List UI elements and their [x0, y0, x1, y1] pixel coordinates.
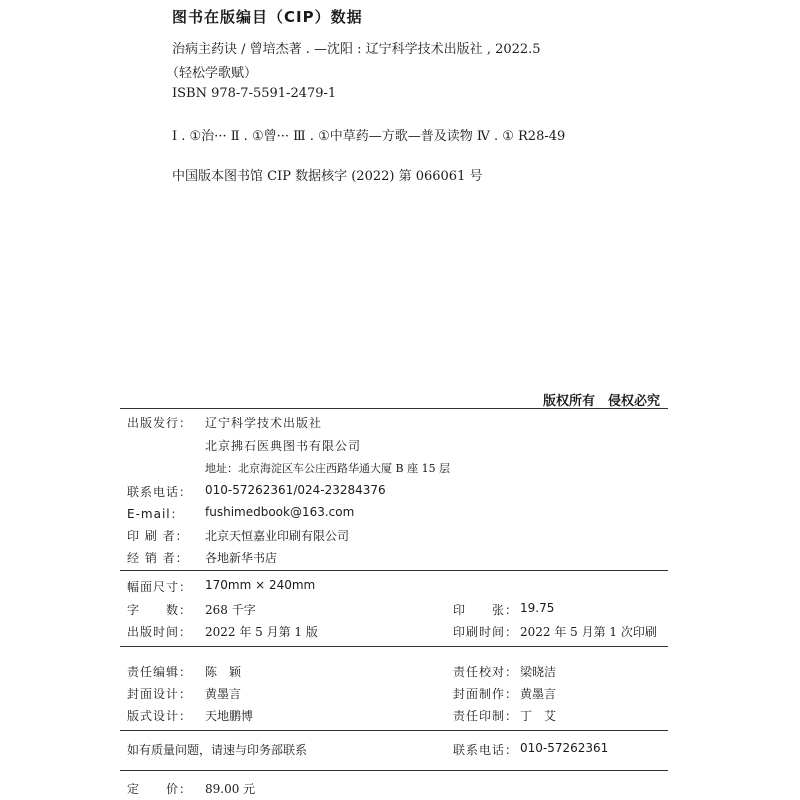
cip-heading: 图书在版编目（CIP）数据 — [172, 8, 363, 26]
cover-design-label: 封面设计： — [127, 687, 193, 701]
editor-name: 陈 颖 — [205, 665, 242, 679]
cover-designer-name: 黄墨言 — [205, 687, 242, 701]
cip-series: （轻松学歌赋） — [166, 66, 258, 81]
divider — [120, 730, 668, 731]
cip-record-number: 中国版本图书馆 CIP 数据核字 (2022) 第 066061 号 — [172, 169, 483, 184]
email-label: E-mail： — [127, 507, 184, 521]
price-value: 89.00 元 — [205, 782, 256, 796]
distributor-label: 经 销 者： — [127, 551, 189, 565]
cip-classification: Ⅰ . ①治··· Ⅱ . ①曾··· Ⅲ . ①中草药—方歌—普及读物 Ⅳ . ① R28-49 — [172, 129, 566, 144]
publisher-label: 出版发行： — [127, 416, 193, 430]
words-label: 字 数： — [127, 603, 193, 617]
price-label: 定 价： — [127, 782, 193, 796]
cip-isbn: ISBN 978-7-5591-2479-1 — [172, 86, 337, 101]
quality-notice: 如有质量问题，请速与印务部联系 — [127, 743, 308, 757]
co-publisher-name: 北京拂石医典图书有限公司 — [205, 439, 362, 453]
copyright-notice: 版权所有 侵权必究 — [542, 394, 660, 409]
divider — [120, 770, 668, 771]
proofreader-name: 梁晓洁 — [520, 665, 557, 679]
layout-designer-name: 天地鹏博 — [205, 709, 254, 723]
publisher-name: 辽宁科学技术出版社 — [205, 416, 323, 430]
publisher-address: 地址：北京海淀区车公庄西路华通大厦 B 座 15 层 — [205, 462, 451, 475]
words-value: 268 千字 — [205, 603, 256, 617]
cover-production-label: 封面制作： — [453, 687, 519, 701]
printer-label: 印 刷 者： — [127, 529, 189, 543]
divider — [120, 570, 668, 571]
email-value: fushimedbook@163.com — [205, 505, 355, 519]
quality-phone-value: 010-57262361 — [520, 741, 609, 755]
printdate-value: 2022 年 5 月第 1 次印刷 — [520, 625, 657, 639]
phone-label: 联系电话： — [127, 485, 193, 499]
distributor-name: 各地新华书店 — [205, 551, 278, 565]
phone-value: 010-57262361/024-23284376 — [205, 483, 386, 497]
size-value: 170mm × 240mm — [205, 578, 316, 592]
size-label: 幅面尺寸： — [127, 580, 193, 594]
divider — [120, 646, 668, 647]
editor-label: 责任编辑： — [127, 665, 193, 679]
printer-name: 北京天恒嘉业印刷有限公司 — [205, 529, 350, 543]
sheets-label: 印 张： — [453, 603, 519, 617]
proofreader-label: 责任校对： — [453, 665, 519, 679]
layout-design-label: 版式设计： — [127, 709, 193, 723]
cover-producer-name: 黄墨言 — [520, 687, 557, 701]
print-responsible-name: 丁 艾 — [520, 709, 557, 723]
quality-phone-label: 联系电话： — [453, 743, 519, 757]
printdate-label: 印刷时间： — [453, 625, 519, 639]
sheets-value: 19.75 — [520, 601, 555, 615]
print-responsible-label: 责任印制： — [453, 709, 519, 723]
cip-title-line: 治病主药诀 / 曾培杰著 . —沈阳 : 辽宁科学技术出版社 , 2022.5 — [172, 42, 541, 57]
pubdate-value: 2022 年 5 月第 1 版 — [205, 625, 318, 639]
divider — [120, 408, 668, 409]
pubdate-label: 出版时间： — [127, 625, 193, 639]
